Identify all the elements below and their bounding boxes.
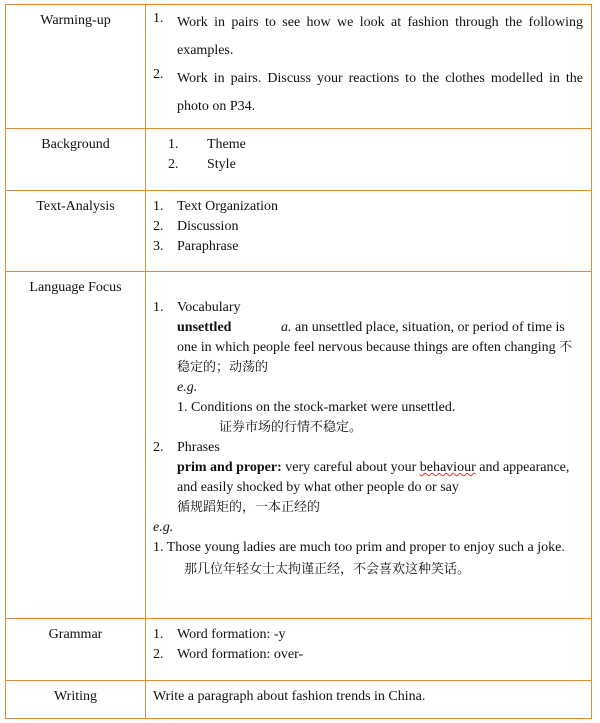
example-translation: 那几位年轻女士太拘谨正经，不会喜欢这种笑话。 xyxy=(184,562,471,577)
lesson-plan-table xyxy=(5,4,592,719)
item-number: 2. xyxy=(153,219,164,234)
writing-label: Writing xyxy=(6,681,146,719)
item-number: 1. xyxy=(153,627,164,642)
example-translation: 证券市场的行情不稳定。 xyxy=(219,420,363,435)
part-of-speech: a. xyxy=(281,320,292,335)
item-number: 1. xyxy=(153,199,164,214)
list-item xyxy=(153,217,583,237)
text-analysis-row xyxy=(6,191,592,272)
phrase-definition-a: very careful about your xyxy=(285,460,417,475)
list-item xyxy=(153,237,583,257)
item-number: 2. xyxy=(153,647,164,662)
writing-row xyxy=(6,681,592,719)
language-focus-label: Language Focus xyxy=(6,272,146,619)
grammar-content xyxy=(146,619,592,681)
item-text: Work in pairs. Discuss your reactions to the clothes modelled in the photo on P34. xyxy=(177,71,583,114)
item-text: Style xyxy=(207,157,236,172)
background-content xyxy=(146,129,592,191)
list-item xyxy=(153,625,583,645)
item-number: 2. xyxy=(168,157,179,172)
item-number: 2. xyxy=(153,67,164,82)
phrase-definition-b: and appearance, and easily shocked by what other people do or say xyxy=(177,460,570,495)
item-text: Word formation: -y xyxy=(177,627,286,642)
item-number: 3. xyxy=(153,239,164,254)
language-focus-row xyxy=(6,272,592,619)
warmup-row xyxy=(6,5,592,129)
grammar-row xyxy=(6,619,592,681)
example-sentence: 1. Conditions on the stock-market were unsettled. xyxy=(177,400,456,415)
background-row xyxy=(6,129,592,191)
phrase-entry xyxy=(153,458,583,518)
warmup-label: Warming-up xyxy=(6,5,146,129)
vocabulary-heading xyxy=(153,298,583,318)
phrases-heading xyxy=(153,438,583,458)
example-sentence: 1. Those young ladies are much too prim and proper to enjoy such a joke. xyxy=(153,540,565,555)
vocab-definition: an unsettled place, situation, or period of time is one in which people feel nervous because things are often changing xyxy=(177,320,565,355)
language-focus-content xyxy=(146,272,592,619)
item-text: Phrases xyxy=(177,440,220,455)
list-item xyxy=(153,65,583,121)
list-item xyxy=(153,197,583,217)
item-text: Word formation: over- xyxy=(177,647,304,662)
item-number: 1. xyxy=(153,300,164,315)
example-label: e.g. xyxy=(153,520,174,535)
writing-content: Write a paragraph about fashion trends in China. xyxy=(146,681,592,719)
list-item xyxy=(168,135,583,155)
vocab-chinese: 不稳定的；动荡的 xyxy=(177,340,573,375)
item-text: Work in pairs to see how we look at fashion through the following examples. xyxy=(177,15,583,58)
vocab-word: unsettled xyxy=(177,320,232,335)
item-text: Discussion xyxy=(177,219,239,234)
vocabulary-entry xyxy=(153,318,583,378)
background-label: Background xyxy=(6,129,146,191)
grammar-label: Grammar xyxy=(6,619,146,681)
item-text: Vocabulary xyxy=(177,300,241,315)
item-number: 2. xyxy=(153,440,164,455)
text-analysis-label: Text-Analysis xyxy=(6,191,146,272)
list-item xyxy=(168,155,583,175)
list-item xyxy=(153,645,583,665)
item-number: 1. xyxy=(153,11,164,26)
text-analysis-content xyxy=(146,191,592,272)
phrase-chinese: 循规蹈矩的，一本正经的 xyxy=(177,500,321,515)
item-text: Theme xyxy=(207,137,246,152)
item-text: Text Organization xyxy=(177,199,279,214)
list-item xyxy=(153,9,583,65)
item-text: Paraphrase xyxy=(177,239,239,254)
warmup-content xyxy=(146,5,592,129)
phrase-term: prim and proper: xyxy=(177,460,282,475)
item-number: 1. xyxy=(168,137,179,152)
example-label: e.g. xyxy=(177,380,198,395)
spellcheck-word: behaviour xyxy=(419,460,476,475)
